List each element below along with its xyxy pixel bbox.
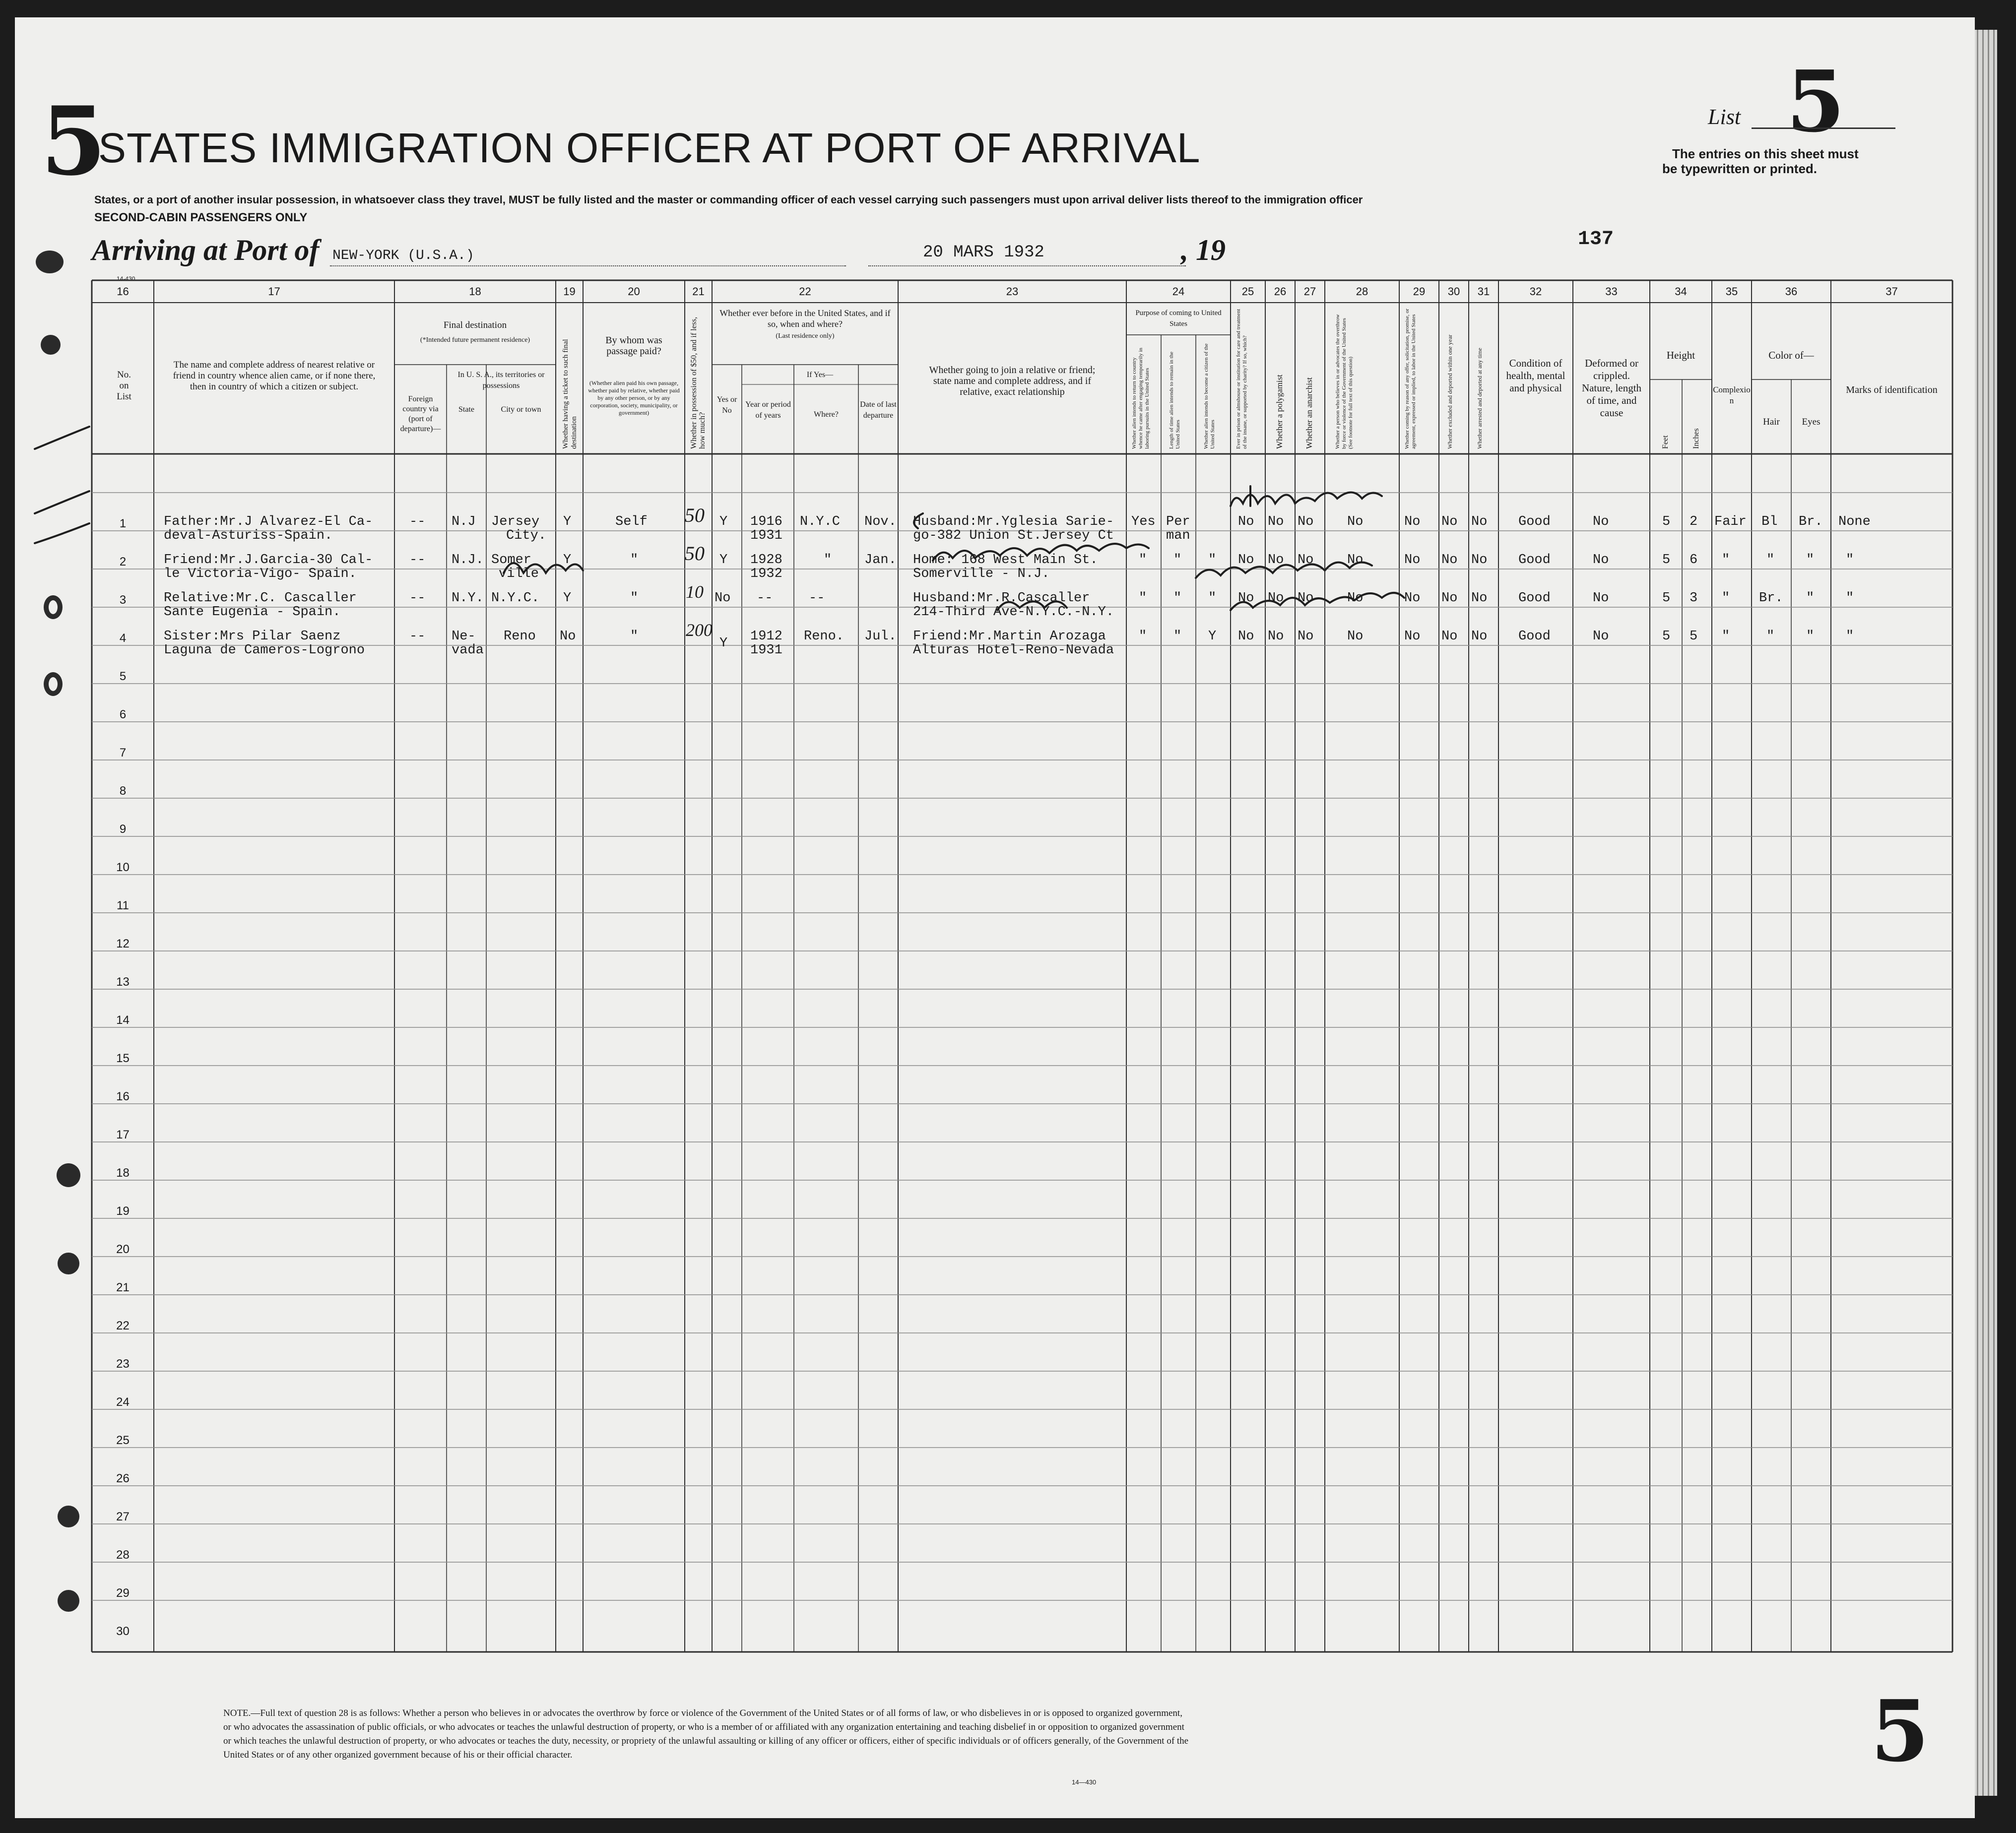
row-number: 15 bbox=[116, 1052, 130, 1065]
cell-deformed: No bbox=[1593, 553, 1609, 568]
cell-labor-offer: No bbox=[1404, 553, 1421, 568]
cell-overthrow: No bbox=[1347, 591, 1364, 606]
cell-length: " bbox=[1173, 553, 1182, 568]
column-header-nearest-relative: The name and complete address of nearest relative or friend in country whence alien came, or if none there, then in country of which a citizen or subject. bbox=[173, 360, 376, 392]
cell-excluded: No bbox=[1441, 514, 1458, 529]
column-header-money: Whether in possession of $50, and if less, how much? bbox=[690, 316, 707, 449]
cell-ticket: Y bbox=[563, 514, 572, 529]
cell-marks: " bbox=[1846, 553, 1854, 568]
column-header-become-citizen: Whether alien intends to become a citizen of the United States bbox=[1203, 343, 1216, 449]
cell-deformed: No bbox=[1593, 514, 1609, 529]
cell-prison: No bbox=[1238, 591, 1254, 606]
cell-health: Good bbox=[1518, 591, 1551, 606]
column-header-yes-no: Yes or No bbox=[716, 395, 737, 415]
column-header-color-of: Color of— bbox=[1768, 349, 1814, 361]
cell-relative: Friend:Mr.J.Garcia-30 Cal- bbox=[164, 553, 373, 568]
cell-money: 200 bbox=[686, 620, 713, 640]
column-header-complexion: Complexion bbox=[1713, 385, 1751, 405]
cell-ticket: Y bbox=[563, 553, 572, 568]
column-start-label: 14-430 bbox=[117, 275, 135, 282]
column-header-arrested: Whether arrested and deported at any time bbox=[1476, 348, 1483, 449]
row-number: 20 bbox=[116, 1243, 130, 1256]
column-header-marks: Marks of identification bbox=[1846, 384, 1938, 395]
list-number: 5 bbox=[1786, 52, 1845, 151]
column-header-join-relative: Whether going to join a relative or friend; state name and complete address, and if relative, exact relationship bbox=[929, 365, 1096, 397]
cell-inches: 3 bbox=[1690, 591, 1698, 606]
column-number: 26 bbox=[1274, 285, 1287, 298]
cell-prison: No bbox=[1238, 514, 1254, 529]
cell-length: " bbox=[1173, 629, 1182, 644]
column-number: 32 bbox=[1529, 285, 1542, 298]
row-number: 21 bbox=[116, 1281, 130, 1294]
column-number: 16 bbox=[117, 285, 129, 298]
row-number: 16 bbox=[116, 1090, 130, 1103]
cell-feet: 5 bbox=[1662, 629, 1671, 644]
row-number: 12 bbox=[116, 937, 130, 950]
cell-feet: 5 bbox=[1662, 514, 1671, 529]
cell-complexion: " bbox=[1722, 591, 1730, 606]
cell-overthrow: No bbox=[1347, 629, 1364, 644]
cell-city: Reno bbox=[504, 629, 536, 644]
column-number: 30 bbox=[1447, 285, 1460, 298]
cell-before: Y bbox=[719, 514, 728, 529]
cell-arrested: No bbox=[1471, 629, 1488, 644]
page-number: 137 bbox=[1578, 228, 1614, 251]
cell-ticket: Y bbox=[563, 591, 572, 606]
cell-relative: Father:Mr.J Alvarez-El Ca- bbox=[164, 514, 373, 529]
column-header-where: Where? bbox=[814, 410, 839, 419]
column-number: 37 bbox=[1886, 285, 1898, 298]
cell-polygamist: No bbox=[1268, 553, 1284, 568]
column-number: 20 bbox=[628, 285, 640, 298]
cell-excluded: No bbox=[1441, 553, 1458, 568]
cell-overthrow: No bbox=[1347, 514, 1364, 529]
cell-join: Husband:Mr.R.Cascaller bbox=[913, 591, 1090, 606]
column-number: 23 bbox=[1006, 285, 1019, 298]
row-number: 6 bbox=[119, 708, 127, 721]
cell-hair: Bl bbox=[1761, 514, 1778, 529]
cell-overthrow: No bbox=[1347, 553, 1364, 568]
row-number: 5 bbox=[119, 670, 127, 683]
row-number: 29 bbox=[116, 1586, 130, 1600]
cell-marks: None bbox=[1838, 514, 1871, 529]
column-number: 35 bbox=[1725, 285, 1738, 298]
page-title: STATES IMMIGRATION OFFICER AT PORT OF ARRIVAL bbox=[98, 125, 1201, 171]
cell-eyes: " bbox=[1806, 591, 1815, 606]
column-header-excluded: Whether excluded and deported within one year bbox=[1446, 334, 1453, 449]
cell-complexion: Fair bbox=[1714, 514, 1747, 529]
cell-return: Yes bbox=[1131, 514, 1156, 529]
cell-labor-offer: No bbox=[1404, 629, 1421, 644]
column-header-passage-paid-note: (Whether alien paid his own passage, whether paid by relative, whether paid by any other person, or by any corporation, society, municipality, or government) bbox=[588, 379, 680, 416]
cell-health: Good bbox=[1518, 629, 1551, 644]
column-header-last-departure: Date of last departure bbox=[860, 400, 897, 420]
footer-mark: 5 bbox=[1871, 1682, 1930, 1781]
row-number: 4 bbox=[119, 632, 127, 645]
cell-before: No bbox=[715, 591, 731, 606]
row-number: 24 bbox=[116, 1395, 130, 1409]
cell-join: Friend:Mr.Martin Arozaga bbox=[913, 629, 1106, 644]
column-header-health: Condition of health, mental and physical bbox=[1506, 357, 1565, 394]
column-number: 25 bbox=[1241, 285, 1254, 298]
cell-departure: Jul. bbox=[864, 629, 897, 644]
cell-join: Husband:Mr.Yglesia Sarie- bbox=[913, 514, 1114, 529]
column-number: 17 bbox=[268, 285, 280, 298]
cell-polygamist: No bbox=[1268, 591, 1284, 606]
row-number: 25 bbox=[116, 1434, 130, 1447]
sheet-mark: 5 bbox=[41, 86, 107, 196]
cell-deformed: No bbox=[1593, 629, 1609, 644]
cell-via: -- bbox=[409, 514, 426, 529]
row-number: 2 bbox=[119, 555, 127, 569]
column-header-state: State bbox=[458, 405, 474, 414]
column-header-final-destination: Final destination bbox=[443, 320, 507, 330]
port-value: NEW-YORK (U.S.A.) bbox=[332, 248, 474, 263]
cell-arrested: No bbox=[1471, 514, 1488, 529]
cell-length: " bbox=[1173, 591, 1182, 606]
cell-years: 1912 bbox=[750, 629, 782, 644]
row-number: 30 bbox=[116, 1625, 130, 1638]
cell-health: Good bbox=[1518, 553, 1551, 568]
cell-return: " bbox=[1139, 553, 1147, 568]
cell-years: 1931 bbox=[750, 528, 782, 543]
column-header-passage-paid: By whom was passage paid? bbox=[605, 335, 662, 357]
cell-excluded: No bbox=[1441, 629, 1458, 644]
cell-feet: 5 bbox=[1662, 553, 1671, 568]
cell-state: N.J bbox=[452, 514, 476, 529]
row-number: 23 bbox=[116, 1357, 130, 1371]
manifest-sheet bbox=[15, 17, 1975, 1818]
cell-city: Jersey bbox=[491, 514, 540, 529]
column-number: 27 bbox=[1303, 285, 1316, 298]
cell-via: -- bbox=[409, 553, 426, 568]
year-label: , 19 bbox=[1181, 234, 1226, 266]
cell-inches: 2 bbox=[1690, 514, 1698, 529]
column-header-purpose: Purpose of coming to United States bbox=[1135, 309, 1222, 328]
cell-state: vada bbox=[452, 643, 484, 658]
cell-ticket: No bbox=[560, 629, 576, 644]
typewritten-note: be typewritten or printed. bbox=[1662, 161, 1818, 176]
list-label: List bbox=[1708, 105, 1741, 129]
column-number: 36 bbox=[1785, 285, 1798, 298]
column-header-prison: Ever in prison or almshouse or institution for care and treatment of the insane, or supported by charity? If so, which? bbox=[1236, 309, 1248, 449]
cell-money: 10 bbox=[686, 582, 704, 602]
row-number: 10 bbox=[116, 861, 130, 874]
cell-via: -- bbox=[409, 591, 426, 606]
column-number: 22 bbox=[799, 285, 811, 298]
footnote: NOTE.—Full text of question 28 is as follows: Whether a person who believes in or advocates the overthrow by force or violence of the Government of the United States or of all forms of law, or who disbelieves in or is opposed to organized government, or who advocates the assassination of public officials, or who advocates or teaches the unlawful destruction of property, or who is a member of or affiliated with any organization entertaining and teaching disbelief in or opposition to organized government or which teaches the unlawful destruction of property, or who advocates or teaches the duty, necessity, or propriety of the unlawful assaulting or killing of any officer or officers, either of specific individuals or of officers generally, of the Government of the United States or of any other organized government because of his or their official character. bbox=[223, 1708, 1189, 1760]
column-header-height: Height bbox=[1666, 349, 1695, 361]
form-number: 14—430 bbox=[1072, 1778, 1097, 1786]
cell-inches: 5 bbox=[1690, 629, 1698, 644]
cell-deformed: No bbox=[1593, 591, 1609, 606]
column-header-polygamist: Whether a polygamist bbox=[1275, 374, 1284, 449]
column-number: 34 bbox=[1675, 285, 1687, 298]
row-number: 9 bbox=[119, 822, 127, 836]
cell-join: Home: 168 West Main St. bbox=[913, 553, 1098, 568]
column-header-ever-before-note: (Last residence only) bbox=[776, 332, 835, 340]
cell-state: N.J. bbox=[452, 553, 484, 568]
column-number: 33 bbox=[1605, 285, 1618, 298]
cell-paid-by: Self bbox=[615, 514, 648, 529]
cell-relative: le Victoria-Vigo- Spain. bbox=[164, 567, 357, 581]
cell-before: Y bbox=[719, 553, 728, 568]
cell-money: 50 bbox=[685, 542, 705, 565]
cell-citizen: Y bbox=[1208, 629, 1217, 644]
cell-city: N.Y.C. bbox=[491, 591, 540, 606]
cell-where: -- bbox=[809, 591, 825, 606]
column-header-feet: Feet bbox=[1661, 435, 1670, 449]
cell-years: -- bbox=[757, 591, 773, 606]
row-number: 7 bbox=[119, 746, 127, 759]
cell-prison: No bbox=[1238, 629, 1254, 644]
row-number: 3 bbox=[119, 593, 127, 607]
column-header-deformed: Deformed or crippled. Nature, length of time, and cause bbox=[1581, 357, 1642, 419]
column-header-labor-offer: Whether coming by reason of any offer, solicitation, promise, or agreement, expressed or implied, to labor in the United States bbox=[1404, 309, 1417, 449]
column-header-city: City or town bbox=[501, 405, 541, 414]
column-number: 31 bbox=[1477, 285, 1490, 298]
cell-relative: Laguna de Cameros-Logrono bbox=[164, 643, 365, 658]
column-header-hair: Hair bbox=[1763, 417, 1780, 427]
cell-state: N.Y. bbox=[452, 591, 484, 606]
column-header-length-of-stay: Length of time alien intends to remain in the United States bbox=[1169, 351, 1181, 449]
cell-relative: Sante Eugenia - Spain. bbox=[164, 605, 341, 620]
cell-length: Per bbox=[1166, 514, 1190, 529]
row-number: 26 bbox=[116, 1472, 130, 1485]
cell-join: Alturas Hotel-Reno-Nevada bbox=[913, 643, 1114, 658]
cell-join: 214-Third Ave-N.Y.C.-N.Y. bbox=[913, 605, 1114, 620]
cell-eyes: " bbox=[1806, 553, 1815, 568]
cell-labor-offer: No bbox=[1404, 514, 1421, 529]
cell-polygamist: No bbox=[1268, 514, 1284, 529]
cell-complexion: " bbox=[1722, 553, 1730, 568]
column-number: 24 bbox=[1172, 285, 1185, 298]
cell-health: Good bbox=[1518, 514, 1551, 529]
row-number: 22 bbox=[116, 1319, 130, 1332]
cell-return: " bbox=[1139, 591, 1147, 606]
row-number: 28 bbox=[116, 1548, 130, 1562]
cell-anarchist: No bbox=[1298, 629, 1314, 644]
cell-feet: 5 bbox=[1662, 591, 1671, 606]
subtitle: States, or a port of another insular possession, in whatsoever class they travel, MUST be fully listed and the master or commanding officer of each vessel carrying such passengers must upon arrival deliver lists thereof to the immigration officer bbox=[94, 193, 1363, 206]
column-header-eyes: Eyes bbox=[1802, 417, 1821, 427]
cell-hair: " bbox=[1766, 629, 1775, 644]
cell-return: " bbox=[1139, 629, 1147, 644]
row-number: 1 bbox=[119, 517, 127, 530]
cell-paid-by: " bbox=[630, 553, 639, 568]
cell-relative: deval-Asturiss-Spain. bbox=[164, 528, 333, 543]
cell-labor-offer: No bbox=[1404, 591, 1421, 606]
row-number: 14 bbox=[116, 1013, 130, 1027]
cell-via: -- bbox=[409, 629, 426, 644]
typewritten-note: The entries on this sheet must bbox=[1672, 146, 1859, 161]
cell-years: 1916 bbox=[750, 514, 782, 529]
cell-length: man bbox=[1166, 528, 1190, 543]
cell-anarchist: No bbox=[1298, 514, 1314, 529]
column-header-if-yes: If Yes— bbox=[806, 371, 834, 379]
column-header-in-usa: In U. S. A., its territories or possessions bbox=[457, 371, 545, 390]
cell-citizen: " bbox=[1208, 591, 1217, 606]
cell-marks: " bbox=[1846, 629, 1854, 644]
cell-join: Somerville - N.J. bbox=[913, 567, 1050, 581]
cell-city: City. bbox=[506, 528, 547, 543]
cell-departure: Jan. bbox=[864, 553, 897, 568]
cell-marks: " bbox=[1846, 591, 1854, 606]
cell-years: 1931 bbox=[750, 643, 782, 658]
column-number: 19 bbox=[563, 285, 576, 298]
column-header-return: Whether alien intends to return to country whence he came after engaging temporarily in laboring pursuits in the United States bbox=[1131, 347, 1150, 449]
column-number: 21 bbox=[692, 285, 705, 298]
row-number: 8 bbox=[119, 784, 127, 798]
column-number: 29 bbox=[1413, 285, 1426, 298]
cell-inches: 6 bbox=[1690, 553, 1698, 568]
cell-relative: Sister:Mrs Pilar Saenz bbox=[164, 629, 341, 644]
cell-city: ville bbox=[499, 567, 539, 581]
subtitle: SECOND-CABIN PASSENGERS ONLY bbox=[94, 211, 308, 224]
cell-city: Somer bbox=[491, 553, 532, 568]
row-number: 17 bbox=[116, 1128, 130, 1141]
column-header-overthrow: Whether a person who believes in or advocates the overthrow by force or violence of the Government of the United States (See footnote for full text of this question) bbox=[1335, 314, 1354, 449]
cell-where: " bbox=[824, 553, 832, 568]
cell-before: Y bbox=[719, 636, 728, 651]
cell-years: 1932 bbox=[750, 567, 782, 581]
cell-join: go-382 Union St.Jersey Ct bbox=[913, 528, 1114, 543]
cell-anarchist: No bbox=[1298, 553, 1314, 568]
cell-prison: No bbox=[1238, 553, 1254, 568]
column-number: 18 bbox=[469, 285, 481, 298]
arrival-date: 20 MARS 1932 bbox=[923, 243, 1044, 262]
column-number: 28 bbox=[1356, 285, 1368, 298]
cell-years: 1928 bbox=[750, 553, 782, 568]
cell-anarchist: No bbox=[1298, 591, 1314, 606]
cell-relative: Relative:Mr.C. Cascaller bbox=[164, 591, 357, 606]
column-header-foreign-country: Foreign country via (port of departure)— bbox=[400, 395, 441, 433]
cell-paid-by: " bbox=[630, 629, 639, 644]
row-number: 13 bbox=[116, 975, 130, 989]
cell-arrested: No bbox=[1471, 553, 1488, 568]
cell-hair: " bbox=[1766, 553, 1775, 568]
cell-excluded: No bbox=[1441, 591, 1458, 606]
row-number: 11 bbox=[117, 899, 129, 912]
column-header-ticket: Whether having a ticket to such final destination bbox=[562, 339, 578, 449]
cell-state: Ne- bbox=[452, 629, 476, 644]
cell-hair: Br. bbox=[1759, 591, 1783, 606]
column-header-final-destination-note: (*Intended future permanent residence) bbox=[420, 336, 530, 344]
column-header-inches: Inches bbox=[1692, 428, 1700, 449]
column-header-ever-before: Whether ever before in the United States, and if so, when and where? bbox=[719, 308, 891, 329]
cell-eyes: " bbox=[1806, 629, 1815, 644]
cell-where: N.Y.C bbox=[800, 514, 841, 529]
column-header-years: Year or period of years bbox=[745, 400, 791, 420]
cell-arrested: No bbox=[1471, 591, 1488, 606]
row-number: 18 bbox=[116, 1166, 130, 1180]
cell-complexion: " bbox=[1722, 629, 1730, 644]
cell-departure: Nov. bbox=[864, 514, 897, 529]
port-label: Arriving at Port of bbox=[92, 234, 320, 266]
cell-citizen: " bbox=[1208, 553, 1217, 568]
column-header-no-on-list: No. on List bbox=[117, 370, 131, 402]
row-number: 27 bbox=[116, 1510, 130, 1523]
cell-polygamist: No bbox=[1268, 629, 1284, 644]
row-number: 19 bbox=[116, 1204, 130, 1218]
cell-where: Reno. bbox=[804, 629, 845, 644]
cell-eyes: Br. bbox=[1799, 514, 1823, 529]
cell-paid-by: " bbox=[630, 591, 639, 606]
column-header-anarchist: Whether an anarchist bbox=[1304, 377, 1314, 449]
cell-money: 50 bbox=[685, 504, 705, 526]
